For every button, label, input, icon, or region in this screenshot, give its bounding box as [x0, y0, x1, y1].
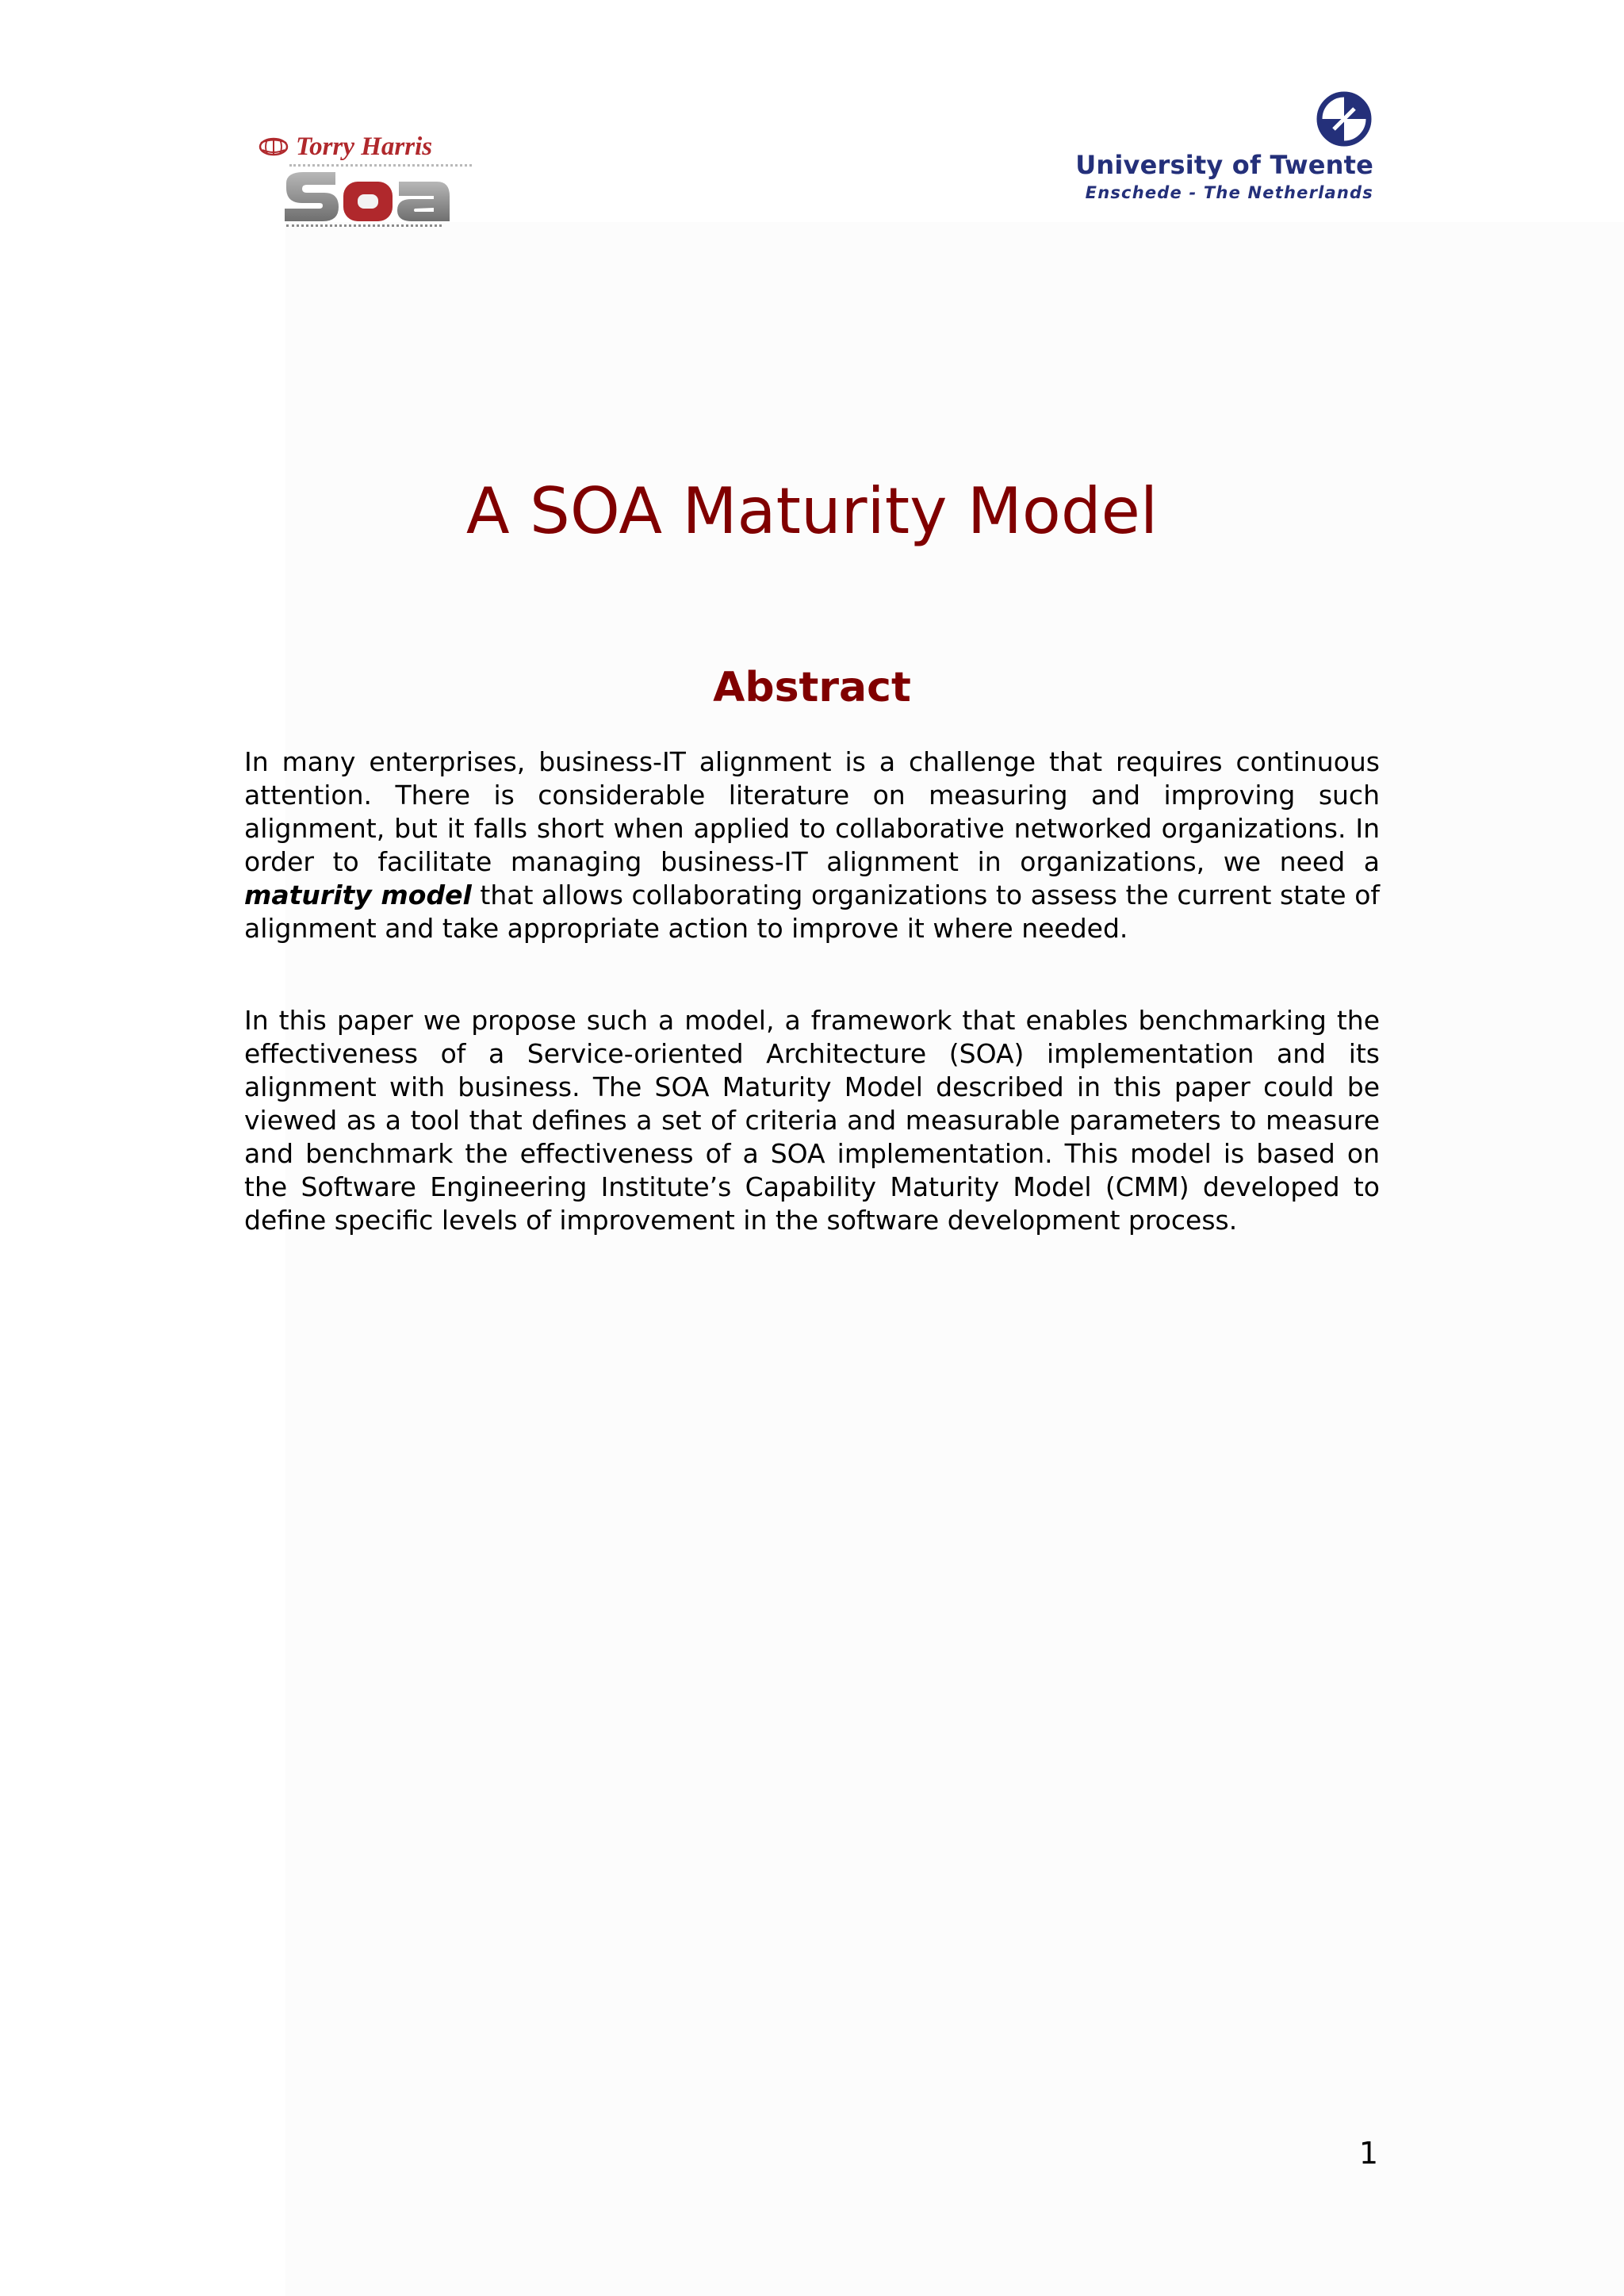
university-of-twente-logo [1063, 83, 1380, 226]
company-name: Torry Harris [296, 132, 433, 161]
institution-name: University of Twente [1075, 150, 1373, 180]
logo-dotted-rule [286, 224, 442, 227]
paragraph-text: In many enterprises, business-IT alignment is a challenge that requires continuous attention. There is considerable literature on measuring and improving such alignment, but it falls short when applied to collaborative networked organizations. In order to facilitate managing business-IT alignment in organizations, we need a [244, 746, 1380, 877]
globe-icon [258, 136, 289, 156]
torry-harris-soa-logo [258, 123, 480, 238]
abstract-heading: Abstract [713, 664, 911, 711]
emphasized-term: maturity model [244, 880, 472, 910]
soa-wordmark [280, 164, 454, 226]
abstract-paragraph-2: In this paper we propose such a model, a framework that enables benchmarking the effectiveness of a Service-oriented Architecture (SOA) implementation and its alignment with business. The SOA Maturity Model described in this paper could be viewed as a tool that defines a set of criteria and measurable parameters to measure and benchmark the effectiveness of a SOA implementation. This model is based on the Software Engineering Institute’s Capability Maturity Model (CMM) developed to define specific levels of improvement in the software development process. [244, 1005, 1380, 1236]
document-title: A SOA Maturity Model [465, 474, 1159, 548]
twente-emblem-icon [1316, 91, 1372, 147]
abstract-paragraph-1 [244, 746, 1380, 945]
page-number: 1 [1358, 2136, 1378, 2171]
institution-location: Enschede - The Netherlands [1085, 183, 1373, 202]
paragraph-text: that allows collaborating organizations to assess the current state of alignment and take appropriate action to improve it where needed. [244, 880, 1381, 944]
